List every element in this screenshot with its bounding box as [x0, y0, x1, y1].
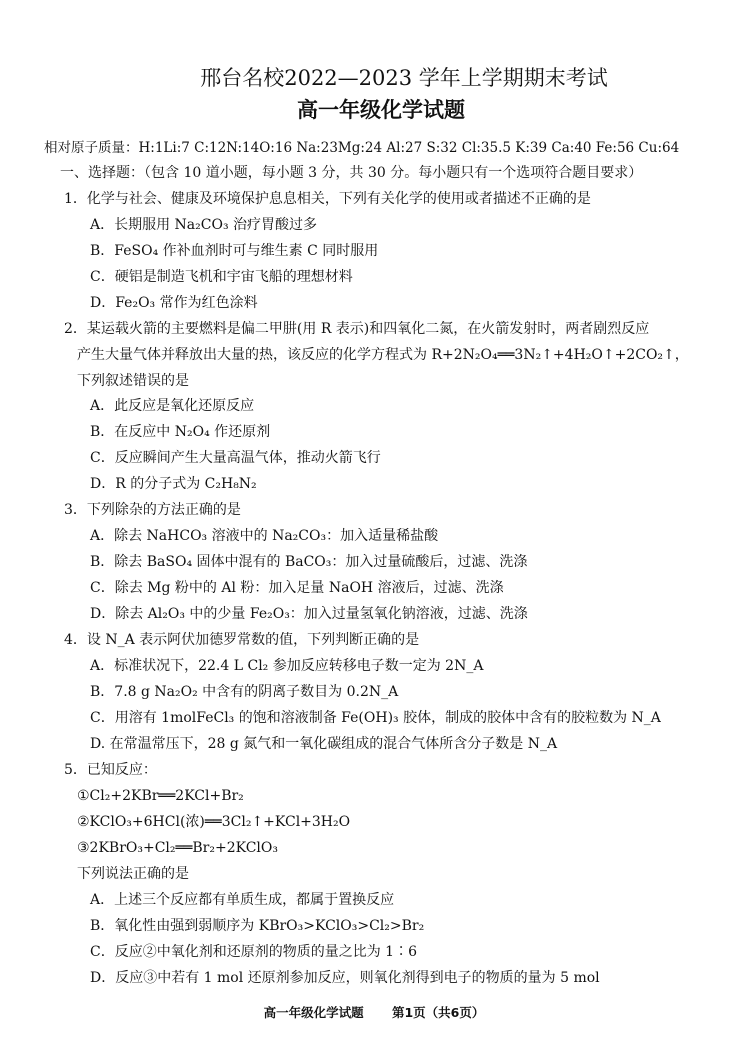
question-5-reaction-1: ①Cl₂+2KBr══2KCl+Br₂: [77, 788, 244, 804]
question-5-option-c: C．反应②中氧化剂和还原剂的物质的量之比为 1∶6: [90, 944, 417, 960]
question-5-reaction-3: ③2KBrO₃+Cl₂══Br₂+2KClO₃: [77, 840, 278, 856]
question-1-option-c: C．硬铝是制造飞机和宇宙飞船的理想材料: [90, 269, 353, 285]
page-footer: [0, 1003, 748, 1021]
question-2-option-a: A．此反应是氧化还原反应: [90, 398, 255, 414]
footer-title: 高一年级化学试题: [263, 1005, 364, 1020]
question-5-option-b: B．氧化性由强到弱顺序为 KBrO₃>KClO₃>Cl₂>Br₂: [90, 918, 425, 934]
question-2-stem-line2: 产生大量气体并释放出大量的热，该反应的化学方程式为 R+2N₂O₄══3N₂↑+4H₂O↑+2CO₂↑，: [77, 347, 689, 363]
question-3-option-c: C．除去 Mg 粉中的 Al 粉：加入足量 NaOH 溶液后，过滤、洗涤: [90, 580, 504, 596]
question-3-option-b: B．除去 BaSO₄ 固体中混有的 BaCO₃：加入过量硫酸后，过滤、洗涤: [90, 554, 528, 570]
question-5-stem: 5．已知反应：: [64, 762, 157, 778]
question-2-option-d: D．R 的分子式为 C₂H₈N₂: [90, 476, 257, 492]
exam-title: 邢台名校2022—2023 学年上学期期末考试: [200, 66, 608, 90]
section-heading: 一、选择题：（包含 10 道小题，每小题 3 分，共 30 分。每小题只有一个选项符合题目要求）: [60, 165, 643, 181]
question-2-option-c: C．反应瞬间产生大量高温气体，推动火箭飞行: [90, 450, 381, 466]
question-1-option-a: A．长期服用 Na₂CO₃ 治疗胃酸过多: [90, 217, 318, 233]
question-2-stem-line1: 2．某运载火箭的主要燃料是偏二甲肼(用 R 表示)和四氧化二氮，在火箭发射时，两者剧烈反应: [64, 321, 650, 337]
question-4-option-b: B．7.8 g Na₂O₂ 中含有的阴离子数目为 0.2N_A: [90, 684, 399, 700]
question-5-reaction-2: ②KClO₃+6HCl(浓)══3Cl₂↑+KCl+3H₂O: [77, 814, 351, 830]
question-4-option-d: D. 在常温常压下，28 g 氮气和一氧化碳组成的混合气体所含分子数是 N_A: [90, 736, 558, 752]
footer-page-number: 第1页（共6页）: [391, 1005, 485, 1020]
atomic-masses: 相对原子质量：H:1Li:7 C:12N:14O:16 Na:23Mg:24 Al:27 S:32 Cl:35.5 K:39 Ca:40 Fe:56 Cu:64: [44, 140, 680, 156]
question-4-option-a: A．标准状况下，22.4 L Cl₂ 参加反应转移电子数一定为 2N_A: [90, 658, 484, 674]
question-1-stem: 1．化学与社会、健康及环境保护息息相关，下列有关化学的使用或者描述不正确的是: [64, 191, 591, 207]
question-1-option-b: B．FeSO₄ 作补血剂时可与维生素 C 同时服用: [90, 243, 379, 259]
question-1-option-d: D．Fe₂O₃ 常作为红色涂料: [90, 295, 258, 311]
question-3-option-d: D．除去 Al₂O₃ 中的少量 Fe₂O₃：加入过量氢氧化钠溶液，过滤、洗涤: [90, 606, 528, 622]
question-2-stem-line3: 下列叙述错误的是: [77, 373, 189, 389]
question-4-stem: 4．设 N_A 表示阿伏加德罗常数的值，下列判断正确的是: [64, 632, 420, 648]
question-3-option-a: A．除去 NaHCO₃ 溶液中的 Na₂CO₃：加入适量稀盐酸: [90, 528, 439, 544]
question-5-option-a: A．上述三个反应都有单质生成，都属于置换反应: [90, 892, 395, 908]
question-2-option-b: B．在反应中 N₂O₄ 作还原剂: [90, 424, 271, 440]
question-5-option-d: D．反应③中若有 1 mol 还原剂参加反应，则氧化剂得到电子的物质的量为 5 mol: [90, 970, 600, 986]
question-5-ask: 下列说法正确的是: [77, 866, 189, 882]
exam-subtitle: 高一年级化学试题: [297, 97, 465, 122]
question-4-option-c: C．用溶有 1molFeCl₃ 的饱和溶液制备 Fe(OH)₃ 胶体，制成的胶体中含有的胶粒数为 N_A: [90, 710, 661, 726]
question-3-stem: 3．下列除杂的方法正确的是: [64, 502, 241, 518]
